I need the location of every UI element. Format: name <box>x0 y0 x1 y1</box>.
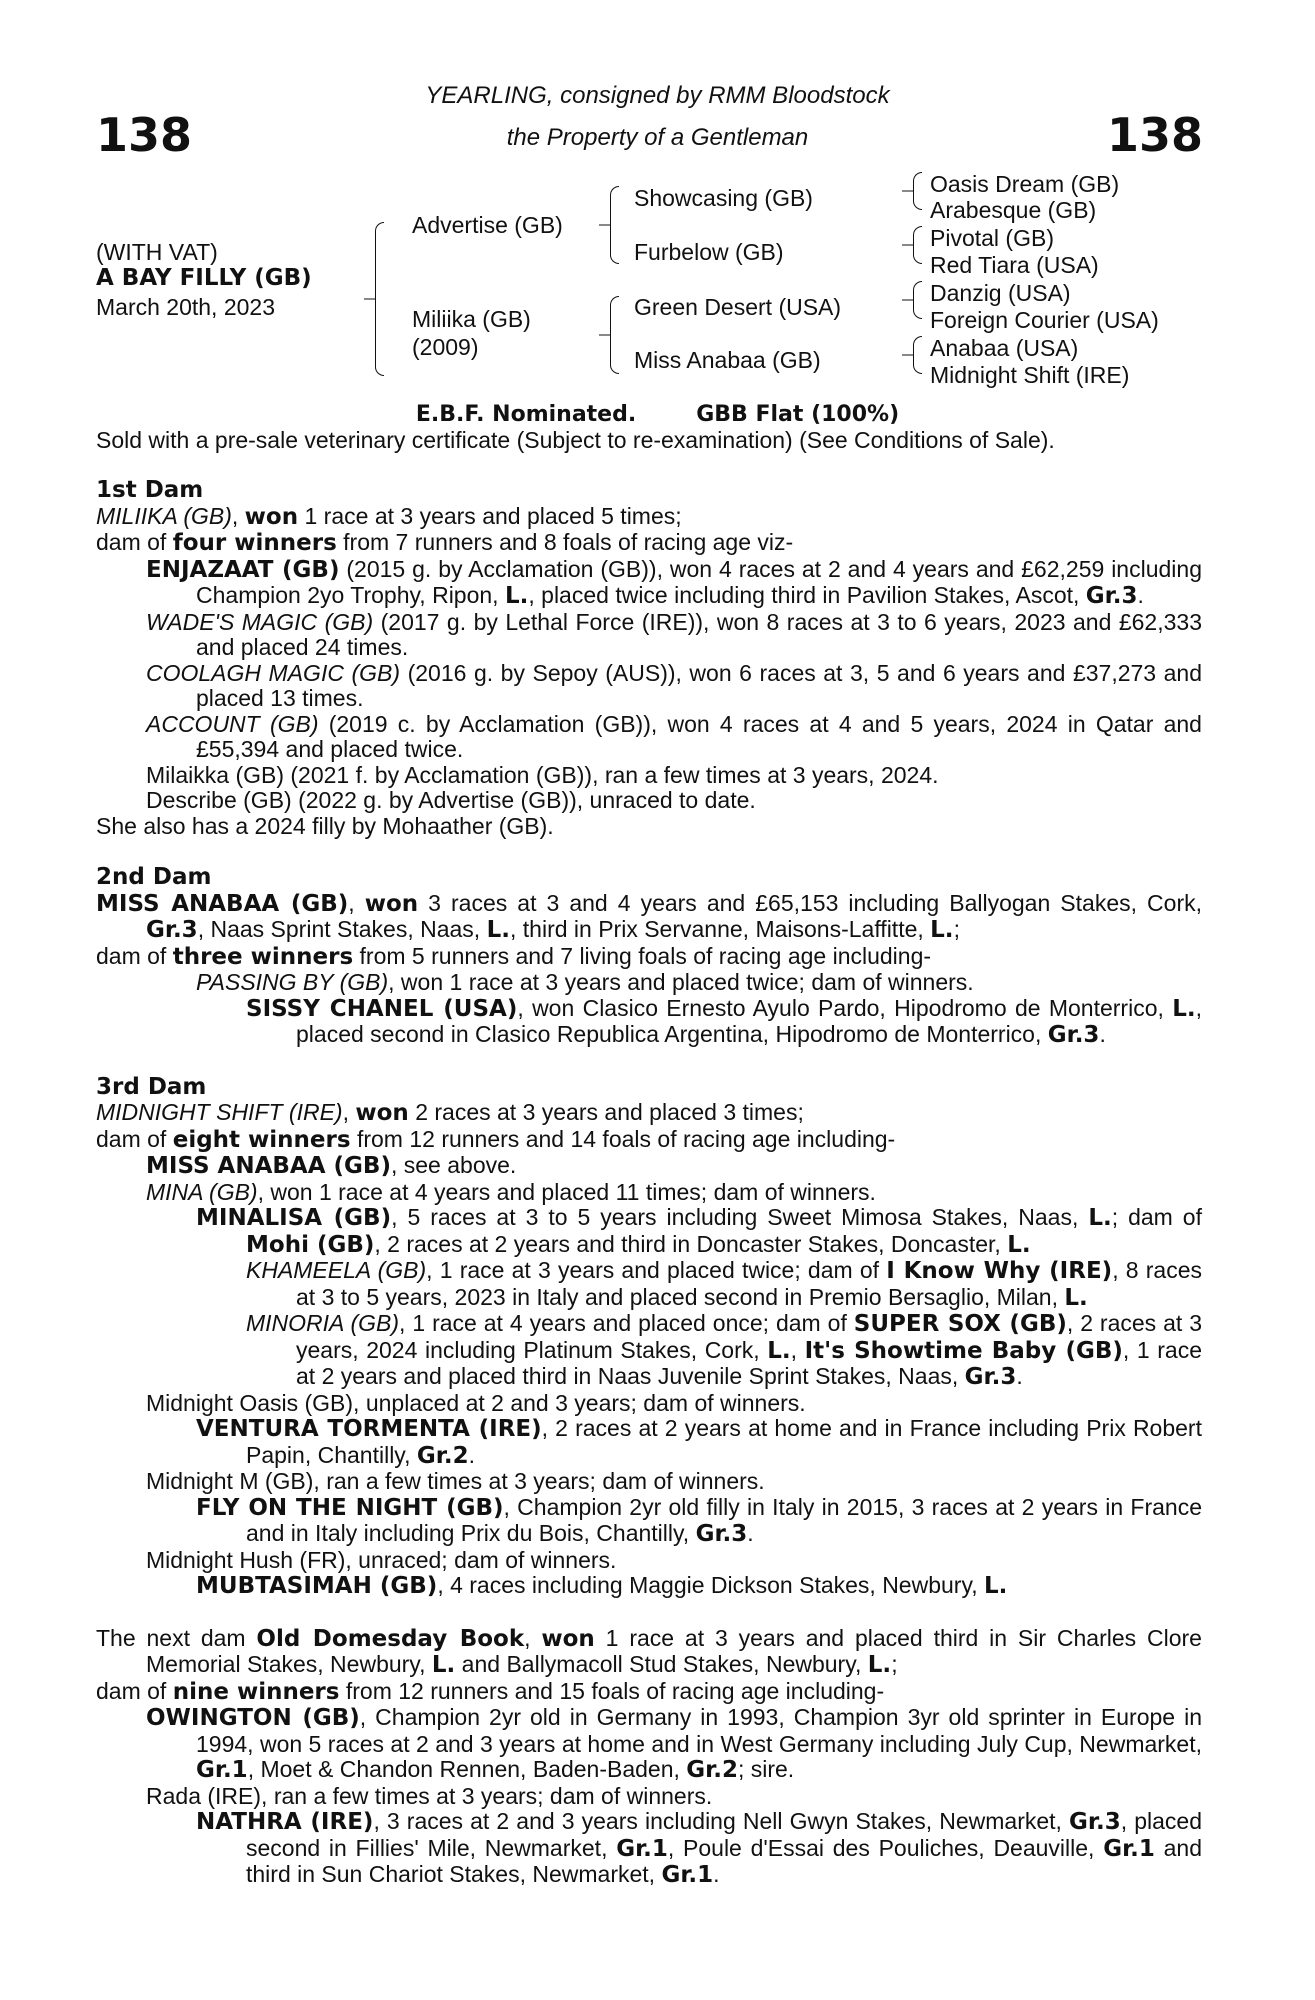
foaling-date: March 20th, 2023 <box>96 294 276 320</box>
consignor-line: YEARLING, consigned by RMM Bloodstock <box>425 82 890 109</box>
horse-name: A BAY FILLY (GB) <box>96 265 312 291</box>
pedigree-bracket-g4 <box>913 336 922 374</box>
list-item: FLY ON THE NIGHT (GB), Champion 2yr old filly in Italy in 2015, 3 races at 2 years in France and in Italy including Prix du Bois, Chantilly, Gr.3. <box>196 1493 1202 1547</box>
dam-line: MILIIKA (GB), won 1 race at 3 years and placed 5 times; <box>96 502 682 530</box>
granddam-line-3: Pivotal (GB) <box>930 225 1054 251</box>
produce-line: dam of four winners from 7 runners and 8 foals of racing age viz- <box>96 529 794 556</box>
second-dam-section <box>96 865 1202 1049</box>
list-item: MINA (GB), won 1 race at 4 years and placed 11 times; dam of winners. <box>146 1178 876 1205</box>
list-item: ACCOUNT (GB) (2019 c. by Acclamation (GB)), won 4 races at 4 and 5 years, 2024 in Qatar and £55,394 and placed twice. <box>146 710 1202 762</box>
certificate-note: Sold with a pre-sale veterinary certificate (Subject to re-examination) (See Conditions of Sale). <box>96 427 1055 453</box>
list-item: Midnight M (GB), ran a few times at 3 years; dam of winners. <box>146 1468 765 1494</box>
list-item: KHAMEELA (GB), 1 race at 3 years and placed twice; dam of I Know Why (IRE), 8 races at 3 to 5 years, 2023 in Italy and placed second in Premio Bersaglio, Milan, L. <box>246 1257 1202 1311</box>
granddam-line-7: Anabaa (USA) <box>930 335 1079 361</box>
third-dam-section <box>96 1075 1202 1600</box>
list-item: MINORIA (GB), 1 race at 4 years and placed once; dam of SUPER SOX (GB), 2 races at 3 years, 2024 including Platinum Stakes, Cork, L., It's Showtime Baby (GB), 1 race at 2 years and placed third in Naas Juvenile Sprint Stakes, Naas, Gr.3. <box>246 1310 1203 1390</box>
sire-dam: Furbelow (GB) <box>634 239 784 265</box>
nomination-notes <box>0 401 1315 427</box>
ebf-note: E.B.F. Nominated. <box>415 402 637 427</box>
list-item: Midnight Hush (FR), unraced; dam of winners. <box>146 1546 617 1573</box>
pedigree-bracket-main <box>375 222 384 376</box>
granddam-line-2: Arabesque (GB) <box>930 197 1097 223</box>
dam-sire: Green Desert (USA) <box>634 294 842 320</box>
list-item: ENJAZAAT (GB) (2015 g. by Acclamation (GB)), won 4 races at 2 and 4 years and £62,259 including Champion 2yo Trophy, Ripon, L., placed twice including third in Pavilion Stakes, Ascot, Gr.3. <box>146 555 1202 609</box>
list-item: WADE'S MAGIC (GB) (2017 g. by Lethal Force (IRE)), won 8 races at 3 to 6 years, 2023 and £62,333 and placed 24 times. <box>146 608 1202 660</box>
lot-number-right: 138 <box>1106 108 1203 162</box>
dam-line: MISS ANABAA (GB), won 3 races at 3 and 4 years and £65,153 including Ballyogan Stakes, Cork, Gr.3, Naas Sprint Stakes, Naas, L., third in Prix Servanne, Maisons-Laffitte, L.; <box>96 889 1202 943</box>
list-item: Midnight Oasis (GB), unplaced at 2 and 3 years; dam of winners. <box>146 1389 806 1416</box>
gbb-note: GBB Flat (100%) <box>696 402 900 427</box>
fourth-dam-section <box>96 1626 1202 1889</box>
granddam-line-6: Foreign Courier (USA) <box>930 307 1159 333</box>
dam: Miliika (GB) <box>412 306 531 332</box>
pedigree-bracket-dam <box>610 296 619 374</box>
sire-sire: Showcasing (GB) <box>634 185 813 211</box>
granddam-line-8: Midnight Shift (IRE) <box>930 362 1130 388</box>
list-item: OWINGTON (GB), Champion 2yr old in Germany in 1993, Champion 3yr old sprinter in Europe in 1994, won 5 races at 2 and 3 years at home and in West Germany including July Cup, Newmarket, Gr.1, Moet & Chandon Rennen, Baden-Baden, Gr.2; sire. <box>146 1704 1202 1783</box>
list-item: MINALISA (GB), 5 races at 3 to 5 years including Sweet Mimosa Stakes, Naas, L.; dam of Mohi (GB), 2 races at 2 years and third in Doncaster Stakes, Doncaster, L. <box>196 1204 1202 1258</box>
section-title: 3rd Dam <box>96 1073 207 1100</box>
pedigree-body <box>96 478 1202 1915</box>
first-dam-section <box>96 478 1202 839</box>
list-item: MISS ANABAA (GB), see above. <box>146 1152 517 1179</box>
list-item: PASSING BY (GB), won 1 race at 3 years and placed twice; dam of winners. <box>196 969 974 995</box>
list-item: Milaikka (GB) (2021 f. by Acclamation (GB)), ran a few times at 3 years, 2024. <box>146 761 939 788</box>
produce-line: dam of three winners from 5 runners and 7 living foals of racing age including- <box>96 942 932 970</box>
list-item: Describe (GB) (2022 g. by Advertise (GB)), unraced to date. <box>146 787 756 813</box>
pedigree-bracket-g2 <box>913 226 922 264</box>
list-item: MUBTASIMAH (GB), 4 races including Maggie Dickson Stakes, Newbury, L. <box>196 1572 1008 1599</box>
produce-line: dam of nine winners from 12 runners and 15 foals of racing age including- <box>96 1677 885 1705</box>
list-item: SISSY CHANEL (USA), won Clasico Ernesto Ayulo Pardo, Hipodromo de Monterrico, L., placed second in Clasico Republica Argentina, Hipodromo de Monterrico, Gr.3. <box>246 994 1203 1048</box>
granddam-line-5: Danzig (USA) <box>930 280 1071 306</box>
property-line: the Property of a Gentleman <box>506 124 809 151</box>
pedigree-bracket-g3 <box>913 281 922 319</box>
granddam-line-1: Oasis Dream (GB) <box>930 171 1120 197</box>
section-title: 2nd Dam <box>96 864 212 890</box>
pedigree-bracket-g1 <box>913 172 922 210</box>
dam-line: MIDNIGHT SHIFT (IRE), won 2 races at 3 years and placed 3 times; <box>96 1099 804 1126</box>
list-item: She also has a 2024 filly by Mohaather (GB). <box>96 812 554 839</box>
dam-line: The next dam Old Domesday Book, won 1 race at 3 years and placed third in Sir Charles Clore Memorial Stakes, Newbury, L. and Ballymacoll Stud Stakes, Newbury, L.; <box>96 1624 1202 1678</box>
granddam-line-4: Red Tiara (USA) <box>930 252 1099 278</box>
section-title: 1st Dam <box>96 477 204 503</box>
sire: Advertise (GB) <box>412 212 563 238</box>
produce-line: dam of eight winners from 12 runners and 14 foals of racing age including- <box>96 1125 896 1153</box>
lot-number-left: 138 <box>96 108 193 162</box>
vat-label: (WITH VAT) <box>96 239 218 265</box>
list-item: COOLAGH MAGIC (GB) (2016 g. by Sepoy (AUS)), won 6 races at 3, 5 and 6 years and £37,273 and placed 13 times. <box>146 659 1203 711</box>
pedigree-bracket-sire <box>610 186 619 264</box>
list-item: Rada (IRE), ran a few times at 3 years; dam of winners. <box>146 1782 713 1809</box>
dam-dam: Miss Anabaa (GB) <box>634 347 821 373</box>
dam-year: (2009) <box>412 334 479 360</box>
list-item: VENTURA TORMENTA (IRE), 2 races at 2 years at home and in France including Prix Robert Papin, Chantilly, Gr.2. <box>196 1415 1202 1469</box>
list-item: NATHRA (IRE), 3 races at 2 and 3 years including Nell Gwyn Stakes, Newmarket, Gr.3, placed second in Fillies' Mile, Newmarket, Gr.1, Poule d'Essai des Pouliches, Deauville, Gr.1 and third in Sun Chariot Stakes, Newmarket, Gr.1. <box>196 1808 1202 1888</box>
